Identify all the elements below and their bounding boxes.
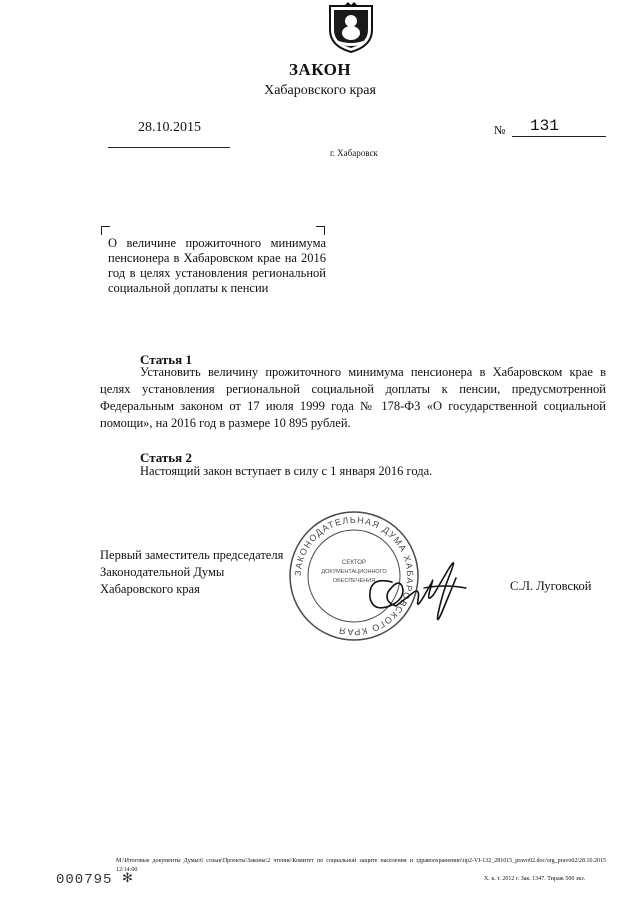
divider-line [108,147,230,148]
corner-mark-left [101,226,110,235]
handwritten-signature [362,548,474,630]
article-2-heading: Статья 2 [140,450,192,465]
document-serial-number: 000795 [56,872,113,888]
svg-text:ОБЕСПЕЧЕНИЯ: ОБЕСПЕЧЕНИЯ [332,578,376,584]
svg-text:СЕКТОР: СЕКТОР [342,560,366,566]
corner-mark-right [316,226,325,235]
svg-text:ЗАКОНОДАТЕЛЬНАЯ ДУМА ХАБАРОВСК: ЗАКОНОДАТЕЛЬНАЯ ДУМА ХАБАРОВСКОГО КРАЯ [292,514,416,638]
number-underline [512,136,606,137]
document-city: г. Хабаровск [330,148,378,158]
number-sign: № [494,123,506,137]
coat-of-arms-icon [322,2,380,54]
signer-position-line: Законодательной Думы [100,565,225,579]
svg-text:ДОКУМЕНТАЦИОННОГО: ДОКУМЕНТАЦИОННОГО [321,569,387,575]
article-1-text: Установить величину прожиточного минимума пенсионера в Хабаровском крае в целях установления региональной социальной доплаты к пенсии, предусмотренной Федеральным законом от 17 июля 1999 года № 178-ФЗ «О государственной социальной помощи», на 2016 год в размере 10 895 рублей. [100,365,606,430]
signer-name: С.Л. Луговской [510,579,592,593]
document-date: 28.10.2015 [138,120,201,135]
footer-file-path: М:\Итоговые документы Думы\6 созыв\Проекты\Законы\2 чтение\Комитет по социальной защите населения и здравоохранению\пр2-VI-132_281015_pravo02.doc/org_pravo02/28.10.2015 12:14:00 [116,858,606,873]
article-2-text: Настоящий закон вступает в силу с 1 января 2016 года. [140,464,433,478]
document-number: 131 [530,117,559,135]
document-subject: О величине прожиточного минимума пенсионера в Хабаровском крае на 2016 год в целях установления региональной социальной доплаты к пенсии [108,236,326,295]
article-1-heading: Статья 1 [140,352,192,367]
document-title: ЗАКОН [288,60,352,79]
document-region: Хабаровского края [264,83,376,98]
signer-position-line: Первый заместитель председателя [100,548,284,562]
signer-position-line: Хабаровского края [100,582,200,596]
signer-position [100,547,283,598]
snowflake-icon: ✻ [122,870,133,885]
footer-print-info: Х. к. т. 2012 г. Зак. 1347. Тираж 500 экз. [484,876,586,882]
